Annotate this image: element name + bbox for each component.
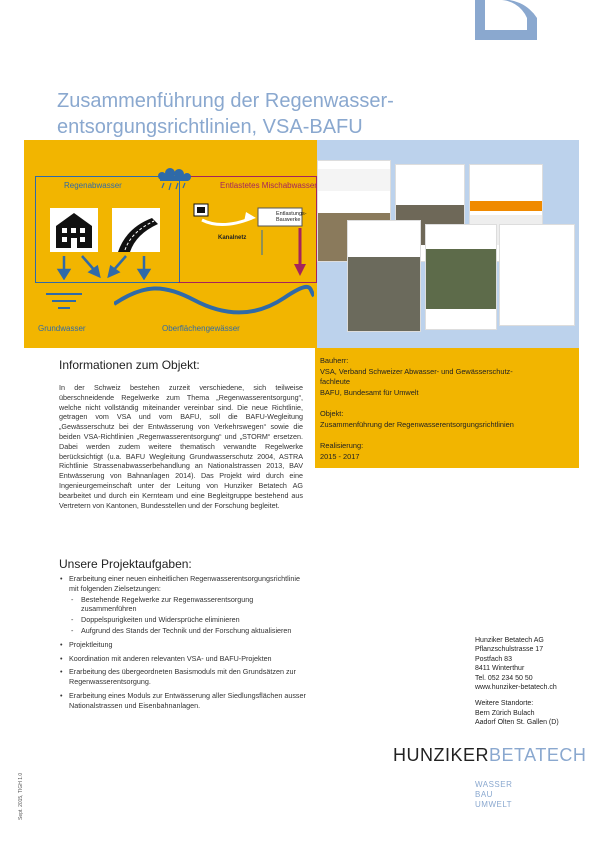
- objekt-value: Zusammenführung der Regenwasserentsorgungsrichtlinien: [320, 420, 514, 429]
- contact-block: [475, 636, 559, 728]
- phone: Tel. 052 234 50 50: [475, 674, 533, 682]
- side-note: Sept. 2015, TIGH 1.0: [18, 772, 24, 820]
- label-oberflaeche: Oberflächengewässer: [162, 324, 240, 333]
- tag-3: UMWELT: [475, 800, 513, 809]
- list-item: • Erarbeitung eines Moduls zur Entwässerung aller Siedlungsflächen ausser Nationalstrassen und Eisenbahnanlagen.: [59, 691, 307, 711]
- brand-part-1: HUNZIKER: [393, 745, 490, 765]
- page-title: [57, 88, 477, 140]
- task-text: Erarbeitung einer neuen einheitlichen Regenwasserentsorgungsrichtlinie mit folgenden Zielsetzungen:: [69, 574, 300, 593]
- title-line-1: Zusammenführung der Regenwasser-: [57, 90, 394, 112]
- cover-image-4: [347, 220, 421, 332]
- label-kanalnetz: Kanalnetz: [218, 235, 247, 241]
- road-icon: [112, 208, 160, 252]
- other-locations-label: Weitere Standorte:: [475, 700, 534, 708]
- list-item: - Doppelspurigkeiten und Widersprüche eliminieren: [69, 615, 307, 625]
- street: Pflanzschulstrasse 17: [475, 646, 544, 654]
- document-covers-panel: [317, 140, 579, 348]
- infiltration-arrows-icon: [54, 254, 154, 280]
- label-grundwasser: Grundwasser: [38, 324, 86, 333]
- cover-image-5: [425, 224, 497, 330]
- other-locations-1: Bern Zürich Bulach: [475, 709, 535, 717]
- tasks-list: [59, 574, 307, 715]
- hero-panel: [24, 140, 579, 348]
- label-regenabwasser: Regenabwasser: [64, 181, 122, 190]
- diagram-panel: [24, 140, 317, 348]
- list-item: • Koordination mit anderen relevanten VSA- und BAFU-Projekten: [59, 654, 307, 664]
- tag-2: BAU: [475, 790, 493, 799]
- website-link[interactable]: www.hunziker-betatech.ch: [475, 684, 557, 692]
- info-heading: Informationen zum Objekt:: [59, 358, 200, 372]
- city: 8411 Winterthur: [475, 665, 525, 673]
- tasks-heading: Unsere Projektaufgaben:: [59, 557, 192, 571]
- info-text: In der Schweiz bestehen zurzeit verschiedene, sich teilweise überschneidende Regelwerke zum Thema „Regenwasserentsorgung“, welche nicht vollständig miteinander vereinbar sind. Die neue Richtlinie, getragen vom VSA und vom BAFU, soll die BAFU-Wegleitung „Gewässerschutz bei der Entwässerung von Verkehrswegen“ sowie die beiden VSA-Richtlinien „Regenwasserentsorgung“ und „STORM“ ersetzen. Dabei werden zudem weitere thematisch verwandte Regelwerke berücksichtigt (u.a. BAFU Wegleitung Grundwasserschutz 2004, ASTRA Richtlinie Strassenabwasserbehandlung an Nationalstrassen 2013, BAV Entwässerung von Bahnanlagen 2014). Das Projekt wird durch eine Ingenieurgemeinschaft unter der Leitung von Hunziker Betatech AG bearbeitet und durch ein Kernteam und eine Begleitgruppe bestehend aus Vertretern von Kantonen, Bundesstellen und der Forschung begleitet.: [59, 383, 303, 510]
- other-locations-2: Aadorf Olten St. Gallen (D): [475, 719, 559, 727]
- bauherr-value-2: fachleute: [320, 377, 350, 386]
- list-item: • Erarbeitung des übergeordneten Basismoduls mit den Grundsätzen zur Regenwasserentsorgung.: [59, 667, 307, 687]
- logo-mark-icon: [475, 0, 537, 40]
- subtasks-list: [69, 595, 307, 636]
- realisierung-label: Realisierung:: [320, 441, 364, 450]
- label-entlastet: Entlastetes Mischabwasser: [220, 181, 317, 190]
- tag-1: WASSER: [475, 780, 513, 789]
- bauherr-label: Bauherr:: [320, 356, 349, 365]
- brand-tagline: [475, 780, 512, 810]
- company-name: Hunziker Betatech AG: [475, 637, 544, 644]
- brand-logo: [393, 745, 586, 766]
- rain-cloud-icon: [152, 168, 196, 194]
- list-item: - Bestehende Regelwerke zur Regenwasserentsorgung zusammenführen: [69, 595, 307, 615]
- list-item: - Aufgrund des Stands der Technik und der Forschung aktualisieren: [69, 626, 307, 636]
- list-item: [59, 574, 307, 636]
- label-entlastung: Entlastungs- Bauwerke: [276, 211, 307, 223]
- groundwater-icon: [44, 290, 84, 314]
- realisierung-value: 2015 - 2017: [320, 452, 360, 461]
- title-line-2: entsorgungsrichtlinien, VSA-BAFU: [57, 116, 363, 138]
- cover-image-6: [499, 224, 575, 326]
- bauherr-value-1: VSA, Verband Schweizer Abwasser- und Gewässerschutz-: [320, 367, 513, 376]
- bauherr-value-3: BAFU, Bundesamt für Umwelt: [320, 388, 419, 397]
- list-item: • Projektleitung: [59, 640, 307, 650]
- objekt-label: Objekt:: [320, 409, 344, 418]
- brand-part-2: BETATECH: [489, 745, 587, 765]
- postbox: Postfach 83: [475, 655, 512, 663]
- house-icon: [50, 208, 98, 252]
- river-wave-icon: [114, 282, 314, 322]
